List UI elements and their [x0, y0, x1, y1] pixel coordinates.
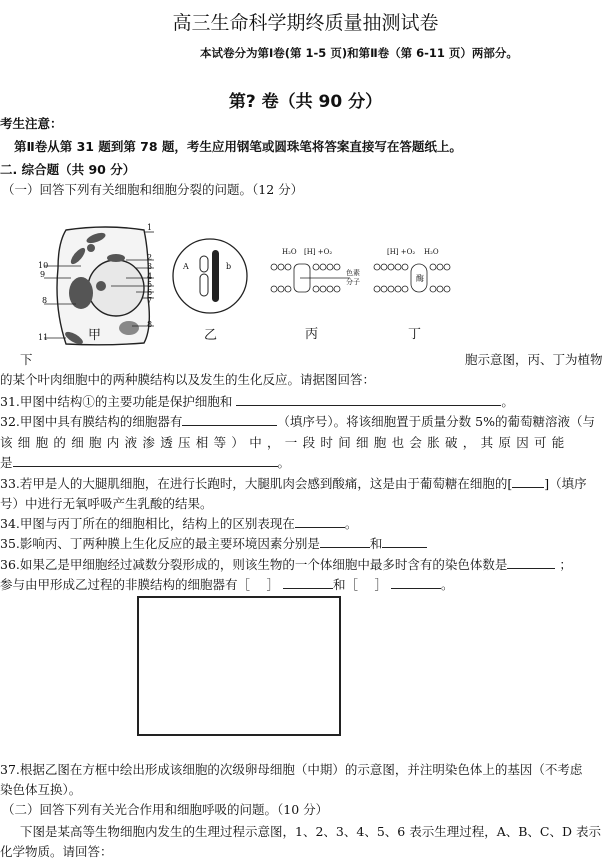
label-6: 6 [147, 288, 153, 297]
intro-line2: 的某个叶肉细胞中的两种膜结构以及发生的生化反应。请据图回答： [0, 372, 376, 387]
question-32-line2: 该细胞的细胞内液渗透压相等）中，一段时间细胞也会胀破，其原因可能 [0, 435, 570, 450]
answer-blank-32b[interactable] [13, 454, 278, 467]
gene-a-label: A [183, 262, 189, 271]
question-31: 31.甲图中结构①的主要功能是保护细胞和 。 [0, 394, 514, 409]
label-8a: 8 [42, 296, 48, 305]
part2-line2: 化学物质。请回答： [0, 844, 113, 859]
label-1: 1 [147, 223, 153, 232]
drawing-answer-box[interactable] [137, 596, 341, 736]
label-7: 7 [147, 296, 153, 305]
label-11: 11 [38, 333, 49, 342]
question-36: 36.如果乙是甲细胞经过减数分裂形成的，则该生物的一个体细胞中最多时含有的染色体数是 ； [0, 557, 572, 572]
question-33: 33.若甲是人的大腿肌细胞，在进行长跑时，大腿肌肉会感到酸痛，这是由于葡萄糖在细胞的[ ]（填序 [0, 476, 587, 491]
ding-left-text: [H] +O₂ [387, 248, 416, 256]
answer-blank-36a[interactable] [507, 556, 555, 569]
label-8b: 8 [147, 320, 153, 329]
ding-right-text: H₂O [424, 248, 439, 256]
volume-heading: 第? 卷（共 90 分） [228, 92, 383, 112]
notice-label: 考生注意： [0, 116, 63, 131]
intro-right: 胞示意图，丙、丁为植物 [465, 352, 603, 367]
part2-line1: 下图是某高等生物细胞内发生的生理过程示意图，1、2、3、4、5、6 表示生理过程，A、B、C、D 表示 [20, 824, 601, 839]
part1-title: （一）回答下列有关细胞和细胞分裂的问题。（12 分） [2, 182, 304, 197]
question-34: 34.甲图与丙丁所在的细胞相比，结构上的区别表现在 。 [0, 516, 358, 531]
question-37-line2: 染色体互换）。 [0, 782, 82, 797]
question-33-line2: 号）中进行无氧呼吸产生乳酸的结果。 [0, 496, 213, 511]
figure-label-ding: 丁 [408, 327, 422, 342]
label-10: 10 [38, 261, 49, 270]
question-32: 32.甲图中具有膜结构的细胞器有 （填序号）。将该细胞置于质量分数 5%的葡萄糖溶液（与 [0, 414, 595, 429]
label-4: 4 [147, 272, 153, 281]
section-title: 二. 综合题（共 90 分） [0, 162, 136, 177]
membrane-diagram-ding [373, 262, 453, 294]
enzyme-label: 酶 [416, 274, 424, 283]
intro-left: 下 [20, 352, 33, 367]
answer-blank-36c[interactable] [391, 576, 441, 589]
pigment-label-2: 分子 [346, 278, 360, 286]
exam-title: 高三生命科学期终质量抽测试卷 [172, 12, 439, 34]
pigment-label-1: 色素 [346, 269, 360, 277]
answer-blank-35b[interactable] [382, 535, 427, 548]
chromosome-diagram-yi [170, 236, 250, 316]
label-2: 2 [147, 253, 153, 262]
figure-label-yi: 乙 [204, 328, 218, 343]
exam-subtitle: 本试卷分为第Ⅰ卷(第 1-5 页)和第Ⅱ卷（第 6-11 页）两部分。 [200, 46, 518, 60]
figure-label-bing: 丙 [305, 327, 319, 342]
answer-blank-31[interactable] [236, 393, 501, 406]
label-5: 5 [147, 280, 153, 289]
question-36-line2: 参与由甲形成乙过程的非膜结构的细胞器有［ ］ 和［ ］ 。 [0, 577, 454, 592]
notice-text: 第Ⅱ卷从第 31 题到第 78 题，考生应用钢笔或圆珠笔将答案直接写在答题纸上。 [14, 139, 462, 154]
bing-right-text: [H] +O₂ [304, 248, 333, 256]
question-32-line3: 是 。 [0, 455, 291, 470]
label-3: 3 [147, 262, 153, 271]
bing-left-text: H₂O [282, 248, 297, 256]
answer-blank-33[interactable] [512, 475, 544, 488]
part2-title: （二）回答下列有关光合作用和细胞呼吸的问题。（10 分） [2, 802, 329, 817]
answer-blank-34[interactable] [295, 515, 345, 528]
question-37: 37.根据乙图在方框中绘出形成该细胞的次级卵母细胞（中期）的示意图，并注明染色体上的基因（不考虑 [0, 762, 583, 777]
answer-blank-36b[interactable] [283, 576, 333, 589]
gene-b-label: b [226, 262, 232, 271]
figure-label-jia: 甲 [88, 328, 102, 343]
question-35: 35.影响丙、丁两种膜上生化反应的最主要环境因素分别是 和 [0, 534, 427, 552]
answer-blank-35a[interactable] [320, 535, 370, 548]
label-9: 9 [40, 270, 46, 279]
answer-blank-32a[interactable] [182, 413, 277, 426]
